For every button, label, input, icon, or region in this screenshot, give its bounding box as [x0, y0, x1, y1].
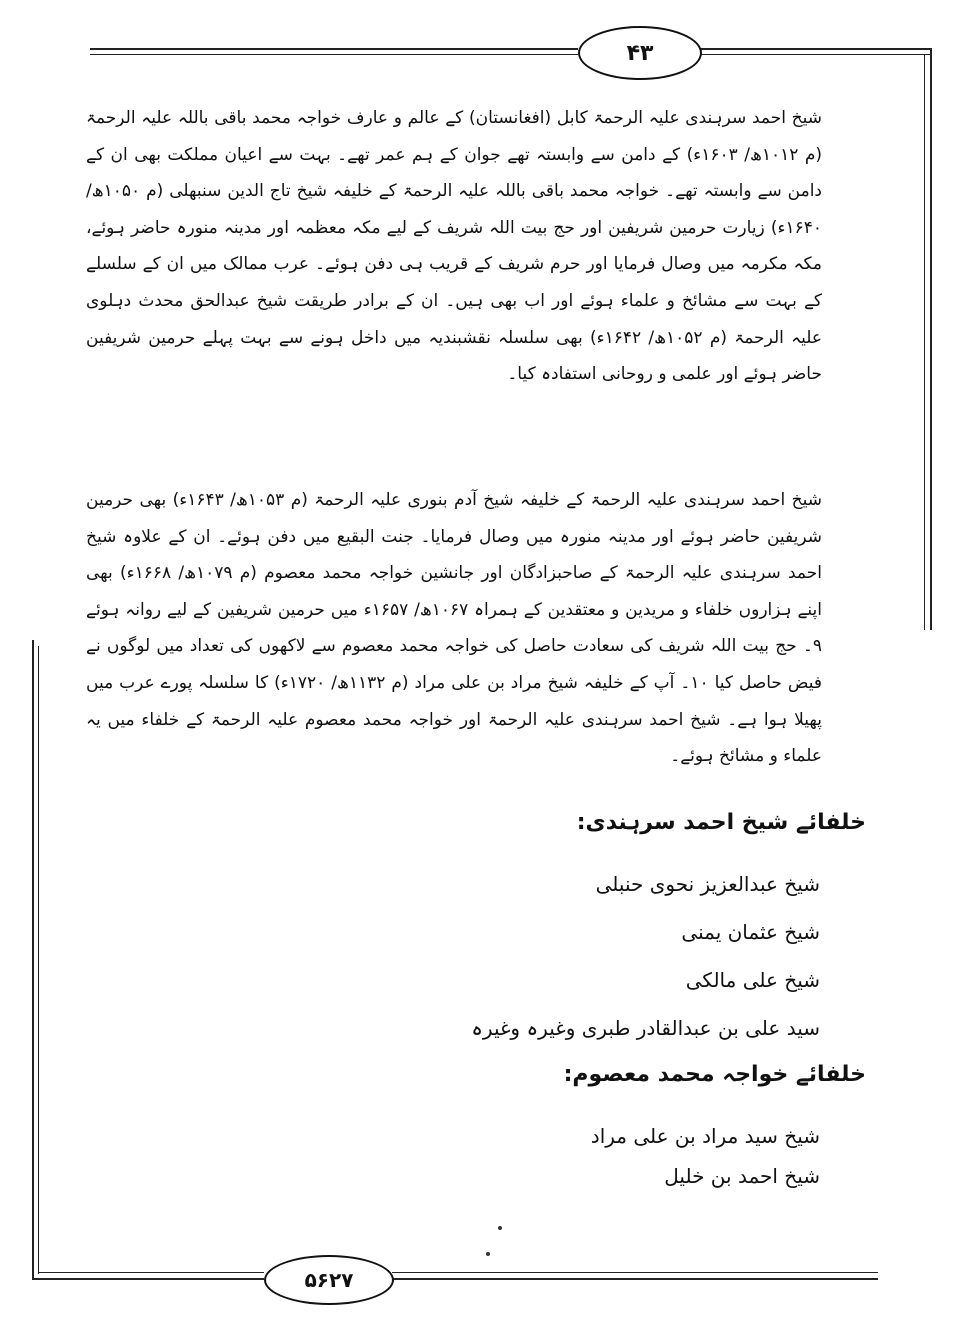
left-border-line-inner	[38, 646, 39, 1274]
list-item: شیخ عثمان یمنی	[681, 920, 820, 944]
list-item: شیخ عبدالعزیز نحوی حنبلی	[595, 872, 820, 896]
top-border-line	[90, 48, 578, 50]
khulafa-list-2	[591, 1118, 820, 1198]
bottom-border-line-left-inner	[38, 1272, 264, 1273]
scan-speck	[498, 1226, 502, 1230]
scan-speck	[486, 1252, 490, 1256]
bottom-page-number: ۵۶۲۷	[264, 1255, 394, 1305]
right-border-line	[930, 48, 932, 630]
left-border-line	[32, 640, 34, 1280]
paragraph-2: شیخ احمد سرہندی علیہ الرحمۃ کے خلیفہ شیخ آدم بنوری علیہ الرحمۃ (م ۱۰۵۳ھ/ ۱۶۴۳ء) بھی حرمین شریفین حاضر ہوئے اور مدینہ منورہ میں وصال فرمایا۔ جنت البقیع میں دفن ہوئے۔ ان کے علاوہ شیخ احمد سرہندی علیہ الرحمۃ کے صاحبزادگان اور جانشین خواجہ محمد معصوم (م ۱۰۷۹ھ/ ۱۶۶۸ء) بھی اپنے ہزاروں خلفاء و مریدین و معتقدین کے ہمراہ ۱۰۶۷ھ/ ۱۶۵۷ء میں حرمین شریفین کے لیے روانہ ہوئے ۹۔ حج بیت اللہ شریف کی سعادت حاصل کی خواجہ محمد معصوم سے لاکھوں کی تعداد میں لوگوں نے فیض حاصل کیا ۱۰۔ آپ کے خلیفہ شیخ مراد بن علی مراد (م ۱۱۳۲ھ/ ۱۷۲۰ء) کا سلسلہ پورے عرب میں پھیلا ہوا ہے۔ شیخ احمد سرہندی علیہ الرحمۃ اور خواجہ محمد معصوم علیہ الرحمۃ کے خلفاء میں یہ علماء و مشائخ ہوئے۔	[86, 490, 822, 767]
paragraph-1: شیخ احمد سرہندی علیہ الرحمۃ کابل (افغانستان) کے عالم و عارف خواجہ محمد باقی باللہ علیہ الرحمۃ (م ۱۰۱۲ھ/ ۱۶۰۳ء) کے دامن سے وابستہ تھے جوان کے ہم عمر تھے۔ بہت سے اعیان مملکت بھی ان کے دامن سے وابستہ تھے۔ خواجہ محمد باقی باللہ علیہ الرحمۃ کے خلیفہ شیخ تاج الدین سنبھلی (م ۱۰۵۰ھ/ ۱۶۴۰ء) زیارت حرمین شریفین اور حج بیت اللہ شریف کے لیے مکہ معظمہ اور مدینہ منورہ حاضر ہوئے، مکہ مکرمہ میں وصال فرمایا اور حرم شریف کے قریب ہی دفن ہوئے۔ عرب ممالک میں ان کے سلسلے کے بہت سے مشائخ و علماء ہوئے اور اب بھی ہیں۔ ان کے برادر طریقت شیخ عبدالحق محدث دہلوی علیہ الرحمۃ (م ۱۰۵۲ھ/ ۱۶۴۲ء) بھی سلسلہ نقشبندیہ میں داخل ہونے سے بہت پہلے حرمین شریفین حاضر ہوئے اور علمی و روحانی استفادہ کیا۔	[86, 108, 822, 385]
top-border-line-right-inner	[700, 54, 932, 55]
list-item: شیخ سید مراد بن علی مراد	[590, 1124, 820, 1148]
top-border-line-inner	[90, 54, 578, 55]
list-item: سید علی بن عبدالقادر طبری وغیرہ وغیرہ	[471, 1016, 820, 1040]
top-border-line-right	[700, 48, 932, 50]
list-item: شیخ احمد بن خلیل	[664, 1164, 820, 1188]
section-heading-khulafa-khwaja-masoom: خلفائے خواجہ محمد معصوم:	[563, 1062, 866, 1087]
top-page-number: ۴۳	[578, 26, 702, 80]
bottom-border-line-left	[32, 1278, 264, 1280]
khulafa-list-1	[471, 864, 820, 1056]
section-heading-khulafa-sheikh-ahmad: خلفائے شیخ احمد سرہندی:	[576, 810, 866, 835]
list-item: شیخ علی مالکی	[685, 968, 820, 992]
bottom-border-line-right-inner	[392, 1272, 878, 1273]
bottom-border-line-right	[392, 1278, 878, 1280]
right-border-line-inner	[924, 54, 925, 630]
